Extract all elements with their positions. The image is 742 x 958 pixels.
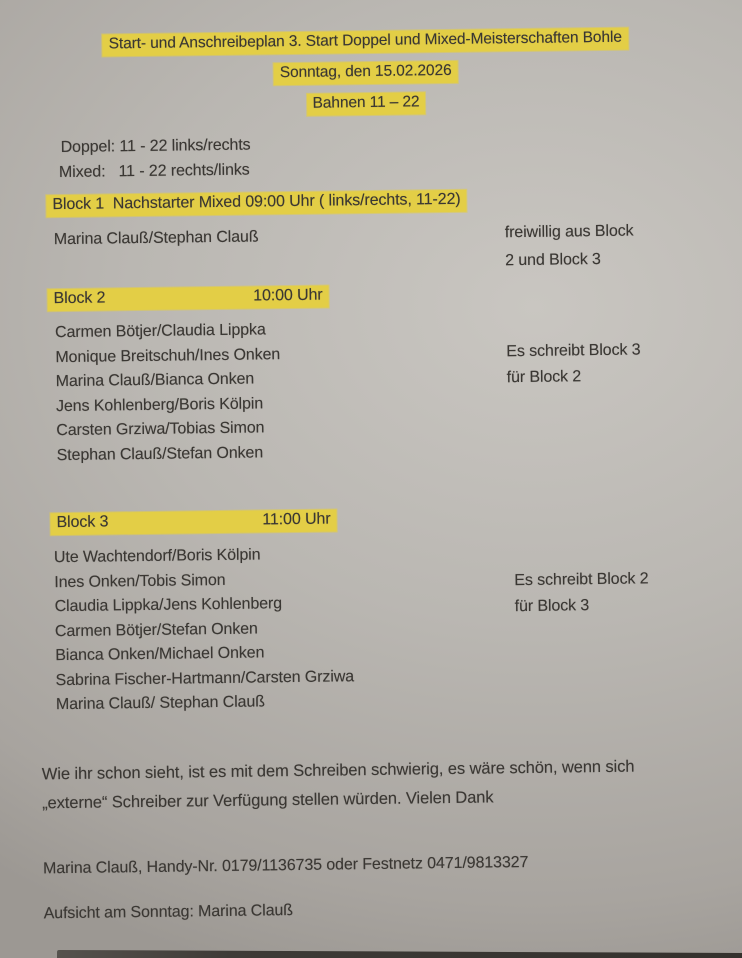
title-highlight-3: Bahnen 11 – 22 (306, 92, 425, 116)
lane-info-doppel: Doppel: 11 - 22 links/rechts (60, 136, 251, 157)
closing-paragraph (42, 753, 635, 819)
title-highlight-2: Sonntag, den 15.02.2026 (274, 61, 458, 85)
block3-note (514, 566, 649, 619)
block2-time: 10:00 Uhr (253, 286, 323, 305)
title-line-1 (0, 26, 736, 58)
block3-note-line1: Es schreibt Block 2 (514, 570, 649, 590)
block1-note (505, 218, 634, 276)
block2-note-line2: für Block 2 (506, 367, 582, 386)
block3-label: Block 3 (56, 513, 109, 532)
pair-row: Stephan Clauß/Stefan Onken (56, 443, 264, 464)
block3-time: 11:00 Uhr (262, 510, 331, 529)
block2-label: Block 2 (53, 289, 106, 308)
pair-row: Jens Kohlenberg/Boris Kölpin (55, 394, 264, 415)
pair-row: Marina Clauß/ Stephan Clauß (55, 693, 265, 714)
block1-heading (46, 190, 466, 217)
supervision-line: Aufsicht am Sonntag: Marina Clauß (43, 902, 294, 923)
pair-row: Carsten Grziwa/Tobias Simon (56, 419, 265, 440)
pair-row: Claudia Lippka/Jens Kohlenberg (54, 595, 283, 616)
title-highlight-1: Start- und Anschreibeplan 3. Start Doppel und Mixed-Meisterschaften Bohle (103, 28, 628, 57)
block3-heading-highlight (50, 509, 336, 535)
title-line-3 (0, 88, 737, 120)
block1-heading-highlight: Block 1 Nachstarter Mixed 09:00 Uhr ( links/rechts, 11-22) (46, 190, 466, 217)
block3-note-line2: für Block 3 (514, 596, 590, 615)
block3-heading (50, 509, 336, 535)
block2-pairs (55, 321, 282, 471)
contact-line: Marina Clauß, Handy-Nr. 0179/1136735 oder Festnetz 0471/9813327 (42, 853, 529, 878)
lane-info-mixed: Mixed: 11 - 22 rechts/links (58, 161, 250, 182)
pair-row: Carmen Bötjer/Claudia Lippka (54, 321, 266, 342)
block3-pairs (54, 545, 355, 720)
pair-row: Sabrina Fischer-Hartmann/Carsten Grziwa (55, 667, 355, 689)
block1-note-line1: freiwillig aus Block (504, 222, 634, 242)
pair-row: Carmen Bötjer/Stefan Onken (54, 619, 258, 640)
pair-row: Monique Breitschuh/Ines Onken (55, 345, 281, 366)
block1-note-line2: 2 und Block 3 (505, 250, 601, 270)
pair-row: Bianca Onken/Michael Onken (55, 644, 265, 665)
block2-heading-highlight (47, 286, 328, 312)
closing-line2: „externe“ Schreiber zur Verfügung stellen würden. Vielen Dank (42, 788, 494, 813)
block2-note-line1: Es schreibt Block 3 (506, 341, 641, 361)
pair-row: Marina Clauß/Bianca Onken (55, 370, 255, 391)
pair-row: Ute Wachtendorf/Boris Kölpin (53, 546, 261, 567)
pair-row: Ines Onken/Tobis Simon (54, 571, 226, 591)
block2-heading (47, 286, 328, 312)
title-line-2 (0, 57, 737, 89)
block1-pair: Marina Clauß/Stephan Clauß (53, 228, 259, 249)
closing-line1: Wie ihr schon sieht, ist es mit dem Schreiben schwierig, es wäre schön, wenn sich (41, 757, 635, 784)
block2-note (506, 337, 641, 390)
